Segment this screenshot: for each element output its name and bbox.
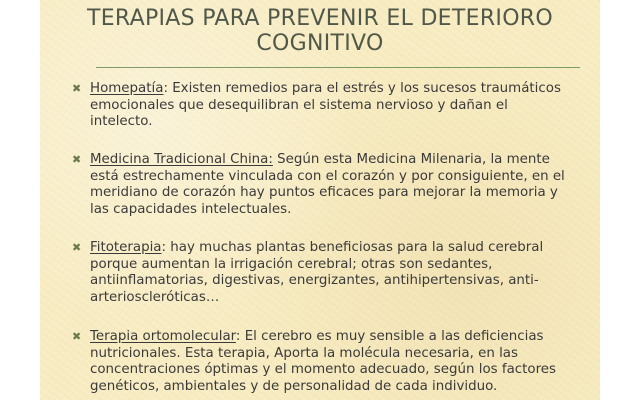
bullet-item-homeopatia: [72, 81, 570, 131]
bullet-x-icon: ✖: [72, 241, 82, 254]
bullet-text: : Existen remedios para el estrés y los sucesos traumáticos emocionales que desequilibran el sistema nervioso y dañan el intelecto.: [90, 81, 561, 129]
bullet-text: Según esta Medicina Milenaria, la mente está estrechamente vinculada con el corazón y por consiguiente, en el meridiano de corazón hay puntos eficaces para mejorar la memoria y las capacidades intelectuales.: [90, 152, 565, 217]
title-line-2: COGNITIVO: [256, 31, 384, 56]
bullet-term: Homepatía: [90, 81, 164, 96]
bullet-term: Medicina Tradicional China:: [90, 152, 273, 167]
bullet-x-icon: ✖: [72, 330, 82, 343]
bullet-item-fitoterapia: [72, 240, 570, 306]
title-line-1: TERAPIAS PARA PREVENIR EL DETERIORO: [86, 6, 554, 31]
slide-title: [60, 6, 580, 56]
bullet-term: Terapia ortomolecular: [90, 329, 236, 344]
bullet-x-icon: ✖: [72, 82, 82, 95]
bullet-text: : El cerebro es muy sensible a las deficiencias nutricionales. Esta terapia, Aporta la molécula necesaria, en las concentraciones óptimas y el momento adecuado, según los factores genéticos, ambientales y de personalidad de cada individuo.: [90, 329, 557, 394]
slide: [40, 0, 600, 400]
bullet-x-icon: ✖: [72, 153, 82, 166]
bullet-term: Fitoterapia: [90, 240, 162, 255]
bullet-item-ortomolecular: [72, 329, 570, 395]
title-divider: [96, 67, 580, 68]
bullet-text: : hay muchas plantas beneficiosas para la salud cerebral porque aumentan la irrigación cerebral; otras son sedantes, antiinflamatorias, digestivas, energizantes, antihipertensivas, anti-arterioscleróticas…: [90, 240, 544, 305]
bullet-item-medicina-china: [72, 152, 570, 218]
